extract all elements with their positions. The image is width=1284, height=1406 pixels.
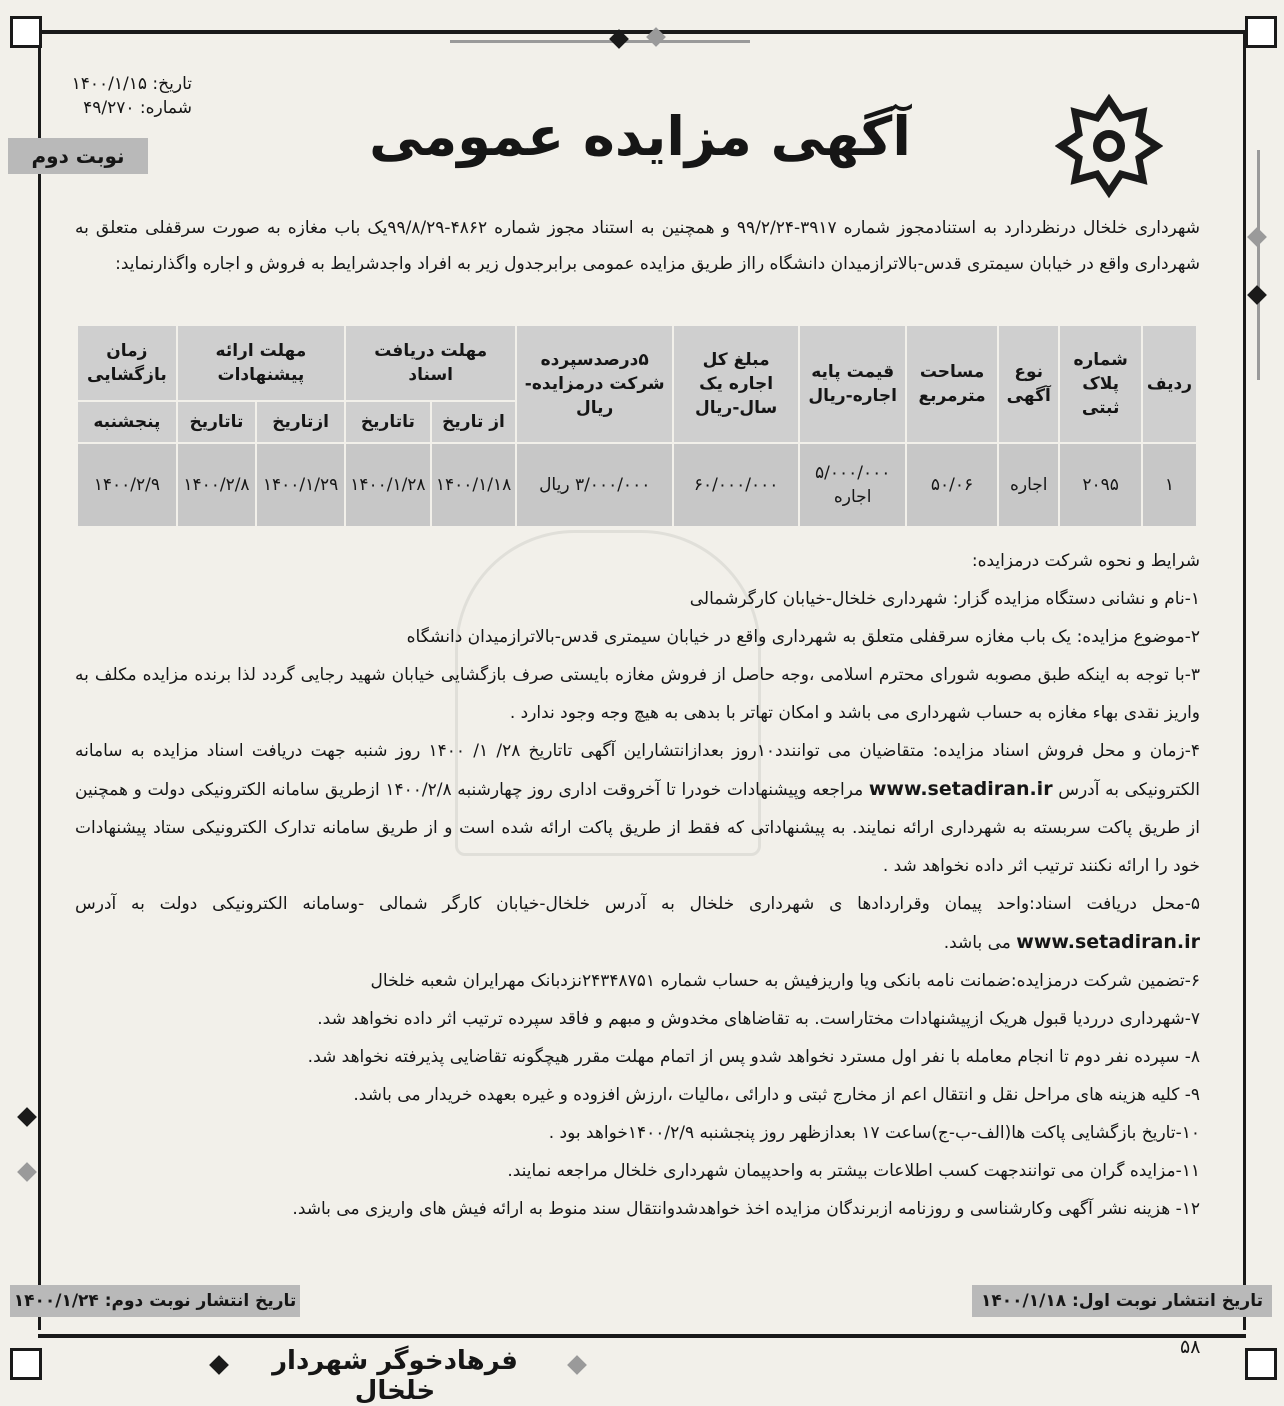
signatory: فرهادخوگر شهردار خلخال (272, 1346, 518, 1406)
number-label: شماره: ۴۹/۲۷۰ (83, 98, 192, 118)
condition-5 (75, 885, 1200, 962)
th-offers-deadline: مهلت ارائه پیشنهادات (177, 325, 345, 401)
th-to-date: تاتاریخ (345, 401, 431, 443)
th-area: مساحت مترمربع (906, 325, 998, 443)
th-docs-deadline: مهلت دریافت اسناد (345, 325, 516, 401)
auction-table (76, 324, 1198, 528)
setadiran-link[interactable]: www.setadiran.ir (868, 778, 1053, 800)
th-from-date: از تاریخ (431, 401, 517, 443)
condition-5-part-b: می باشد. (943, 933, 1011, 953)
condition-8: ۸- سپرده نفر دوم تا انجام معامله با نفر اول مسترد نخواهد شدو پس از اتمام مهلت مقرر هیچگونه تقاضایی پذیرفته نخواهد شد. (307, 1047, 1200, 1067)
first-publication-date: تاریخ انتشار نوبت اول: ۱۴۰۰/۱/۱۸ (972, 1285, 1272, 1317)
date-label: تاریخ: ۱۴۰۰/۱/۱۵ (71, 74, 192, 94)
cell-opening: ۱۴۰۰/۲/۹ (77, 443, 177, 527)
cell-total: ۶۰/۰۰۰/۰۰۰ (673, 443, 799, 527)
intro-paragraph: شهرداری خلخال درنظردارد به استنادمجوز شماره ۳۹۱۷-۹۹/۲/۲۴ و همچنین به استناد مجوز شماره ۴۸۶۲-۹۹/۸/۲۹یک باب مغازه به صورت سرقفلی متعلق به شهرداری واقع در خیابان سیمتری قدس-بالاترازمیدان دانشگاه رااز طریق مزایده عمومی برابرجدول زیر به افراد واجدشرایط به فروش و اجاره واگذارنماید: (75, 218, 1200, 274)
th-plate: شماره پلاک ثبتی (1059, 325, 1141, 443)
condition-10: ۱۰-تاریخ بازگشایی پاکت ها(الف-ب-ج)ساعت ۱۷ بعدازظهر روز پنجشنبه ۱۴۰۰/۲/۹خواهد بود . (548, 1123, 1200, 1143)
condition-5-part-a: ۵-محل دریافت اسناد:واحد پیمان وقراردادها ی شهرداری خلخال به آدرس خلخال-خیابان کارگر شمالی -وسامانه الکترونیکی دولت به آدرس (75, 894, 1200, 914)
condition-3: ۳-با توجه به اینکه طبق مصوبه شورای محترم اسلامی ،وجه حاصل از فروش مغازه بایستی صرف بازگشایی خیابان شهید رجایی گردد لذا برنده مزایده مکلف به واریز نقدی بهاء مغازه به حساب شهرداری می باشد و امکان تهاتر با بدهی به هیچ وجه وجود ندارد . (75, 665, 1200, 723)
conditions-heading: شرایط و نحوه شرکت درمزایده: (971, 551, 1200, 571)
condition-4-part-a: ۴-زمان و محل فروش اسناد مزایده: متقاضیان می توانندد۱۰روز بعدازانتشاراین آگهی تاتاریخ ۲۸/ ۱/ ۱۴۰۰ روز شنبه جهت دریافت اسناد مزایده به سامانه الکترونیکی به آدرس (75, 741, 1201, 800)
th-base-price: قیمت پایه اجاره-ریال (799, 325, 906, 443)
th-total: مبلغ کل اجاره یک سال-ریال (673, 325, 799, 443)
ornament-diamond (1247, 285, 1267, 305)
cell-plate: ۲۰۹۵ (1059, 443, 1141, 527)
corner-ornament (10, 16, 42, 48)
corner-ornament (10, 1348, 42, 1380)
condition-12: ۱۲- هزینه نشر آگهی وکارشناسی و روزنامه ازبرندگان مزایده اخذ خواهدشدوانتقال سند منوط به ارائه فیش های واریزی می باشد. (292, 1199, 1200, 1219)
ornament-diamond (17, 1162, 37, 1182)
ornament-line (1257, 150, 1260, 380)
page-number: ۵۸ (1180, 1336, 1201, 1358)
table-row (77, 443, 1197, 527)
setadiran-link[interactable]: www.setadiran.ir (1016, 931, 1200, 953)
condition-4 (75, 732, 1200, 885)
cell-base-price: ۵/۰۰۰/۰۰۰ اجاره (799, 443, 906, 527)
condition-4-part-b: مراجعه وپیشنهادات خودرا تا آخروقت اداری روز چهارشنبه ۱۴۰۰/۲/۸ ازطریق سامانه الکترونیکی دولت و همچنین از طریق پاکت سربسته به شهرداری ارائه نمایند. به پیشنهاداتی که فقط از طریق پاکت ارائه شده است و از طریق سامانه تدارک الکترونیکی ستاد پیشنهادات خود را ارائه نکنند ترتیب اثر داده نخواهد شد . (75, 780, 1200, 876)
page-title: آگهی مزایده عمومی (369, 105, 911, 168)
th-weekday: پنجشنبه (77, 401, 177, 443)
cell-row-no: ۱ (1142, 443, 1197, 527)
th-from-date-2: ازتاریخ (256, 401, 345, 443)
second-publication-date: تاریخ انتشار نوبت دوم: ۱۴۰۰/۱/۲۴ (10, 1285, 300, 1317)
condition-7: ۷-شهرداری درردیا قبول هریک ازپیشنهادات مختاراست. به تقاضاهای مخدوش و مبهم و فاقد سپرده ترتیب اثر داده نخواهد شد. (317, 1009, 1200, 1029)
condition-6: ۶-تضمین شرکت درمزایده:ضمانت نامه بانکی ویا واریزفیش به حساب شماره ۲۴۳۴۸۷۵۱نزدبانک مهرایران شعبه خلخال (370, 971, 1200, 991)
frame-left (38, 30, 41, 1330)
th-type: نوع آگهی (998, 325, 1059, 443)
th-row-no: ردیف (1142, 325, 1197, 443)
cell-area: ۵۰/۰۶ (906, 443, 998, 527)
ornament-diamond (17, 1107, 37, 1127)
condition-11: ۱۱-مزایده گران می توانندجهت کسب اطلاعات بیشتر به واحدپیمان شهرداری خلخال مراجعه نمایند. (507, 1161, 1200, 1181)
condition-9: ۹- کلیه هزینه های مراحل نقل و انتقال اعم از مخارج ثبتی و دارائی ،مالیات ،ارزش افزوده و غیره بعهده خریدار می باشد. (353, 1085, 1200, 1105)
ornament-diamond (209, 1355, 229, 1375)
ornament-diamond (567, 1355, 587, 1375)
cell-offers-to: ۱۴۰۰/۲/۸ (177, 443, 256, 527)
ornament-line (450, 40, 750, 43)
condition-1: ۱-نام و نشانی دستگاه مزایده گزار: شهرداری خلخال-خیابان کارگرشمالی (689, 589, 1200, 609)
conditions-section (75, 542, 1200, 1228)
header-meta (52, 72, 192, 120)
cell-docs-to: ۱۴۰۰/۱/۲۸ (345, 443, 431, 527)
ornament-diamond (1247, 227, 1267, 247)
th-to-date-2: تاتاریخ (177, 401, 256, 443)
cell-type: اجاره (998, 443, 1059, 527)
th-deposit: ۵درصدسپرده شرکت درمزایده-ریال (516, 325, 673, 443)
corner-ornament (1245, 1348, 1277, 1380)
th-opening: زمان بازگشایی (77, 325, 177, 401)
condition-2: ۲-موضوع مزایده: یک باب مغازه سرقفلی متعلق به شهرداری واقع در خیابان سیمتری قدس-بالاترازمیدان دانشگاه (406, 627, 1200, 647)
frame-right (1243, 30, 1246, 1330)
round-badge: نوبت دوم (8, 138, 148, 174)
tehran-municipality-logo-icon (1055, 92, 1163, 200)
cell-deposit: ۳/۰۰۰/۰۰۰ ریال (516, 443, 673, 527)
cell-docs-from: ۱۴۰۰/۱/۱۸ (431, 443, 517, 527)
corner-ornament (1245, 16, 1277, 48)
cell-offers-from: ۱۴۰۰/۱/۲۹ (256, 443, 345, 527)
